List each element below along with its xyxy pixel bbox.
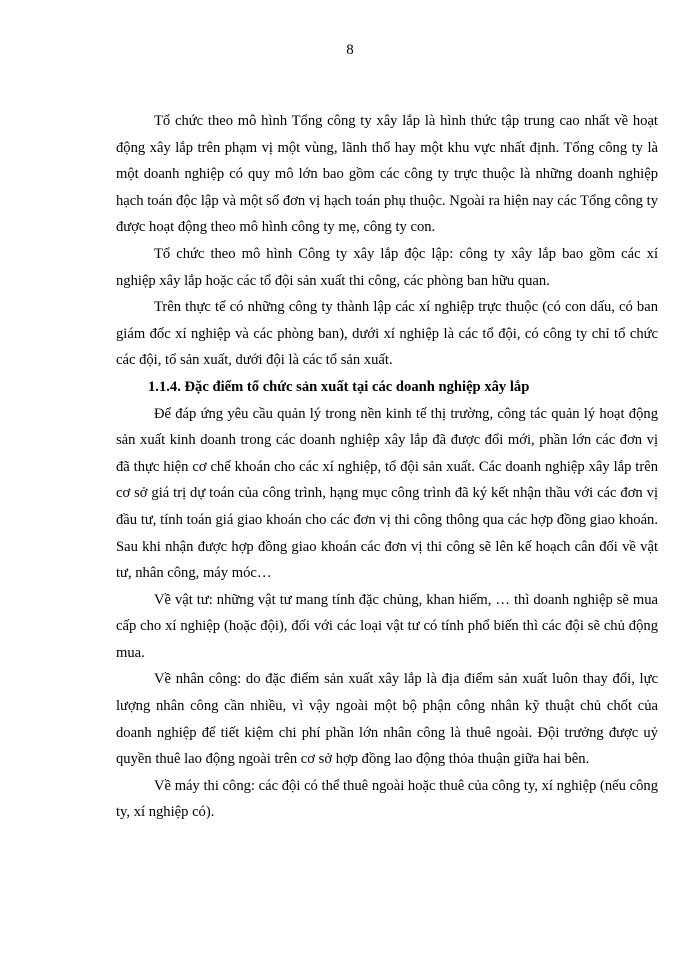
paragraph-vat-tu: Về vật tư: những vật tư mang tính đặc chủng, khan hiếm, … thì doanh nghiệp sẽ mua cấp cho xí nghiệp (hoặc đội), đối với các loại vật tư có tính phổ biến thì các đội sẽ chủ động mua. [116, 591, 658, 661]
paragraph-co-che-khoan: Để đáp ứng yêu cầu quản lý trong nền kinh tế thị trường, công tác quản lý hoạt động sản xuất kinh doanh trong các doanh nghiệp xây lắp đã được đổi mới, phần lớn các đơn vị đã thực hiện cơ chế khoán cho các xí nghiệp, tổ đội sản xuất. Các doanh nghiệp xây lắp trên cơ sở giá trị dự toán của công trình, hạng mục công trình đã ký kết nhận thầu với các đơn vị đầu tư, tính toán giá giao khoán cho các đơn vị thi công thông qua các hợp đồng giao khoán. Sau khi nhận được hợp đồng giao khoán các đơn vị thi công sẽ lên kế hoạch cân đối về vật tư, nhân công, máy móc… [116, 405, 658, 582]
paragraph-may-thi-cong: Về máy thi công: các đội có thể thuê ngoài hoặc thuê của công ty, xí nghiệp (nếu công ty, xí nghiệp có). [116, 777, 658, 821]
paragraph-tong-cong-ty: Tổ chức theo mô hình Tổng công ty xây lắp là hình thức tập trung cao nhất về hoạt động xây lắp trên phạm vị một vùng, lãnh thổ hay một khu vực nhất định. Tổng công ty là một doanh nghiệp có quy mô lớn bao gồm các công ty trực thuộc là những doanh nghiệp hạch toán độc lập và một số đơn vị hạch toán phụ thuộc. Ngoài ra hiện nay các Tổng công ty được hoạt động theo mô hình công ty mẹ, công ty con. [116, 113, 658, 236]
document-body [116, 108, 658, 826]
paragraph-xi-nghiep-truc-thuoc: Trên thực tế có những công ty thành lập các xí nghiệp trực thuộc (có con dấu, có ban giám đốc xí nghiệp và các phòng ban), dưới xí nghiệp là các tổ đội, có công ty chỉ tổ chức các đội, tổ sản xuất, dưới đội là các tổ sản xuất. [116, 299, 658, 369]
section-heading-1-1-4: 1.1.4. Đặc điểm tổ chức sản xuất tại các doanh nghiệp xây lắp [148, 378, 530, 395]
page-number: 8 [346, 42, 354, 58]
paragraph-nhan-cong: Về nhân công: do đặc điểm sản xuất xây lắp là địa điểm sản xuất luôn thay đổi, lực lượng nhân công cần nhiều, vì vậy ngoài một bộ phận công nhân kỹ thuật chủ chốt của doanh nghiệp để tiết kiệm chi phí phần lớn nhân công là thuê ngoài. Đội trưởng được uỷ quyền thuê lao động ngoài trên cơ sở hợp đồng lao động thỏa thuận giữa hai bên. [116, 671, 658, 768]
paragraph-cong-ty-doc-lap: Tổ chức theo mô hình Công ty xây lắp độc lập: công ty xây lắp bao gồm các xí nghiệp xây lắp hoặc các tổ đội sản xuất thi công, các phòng ban hữu quan. [116, 245, 658, 289]
